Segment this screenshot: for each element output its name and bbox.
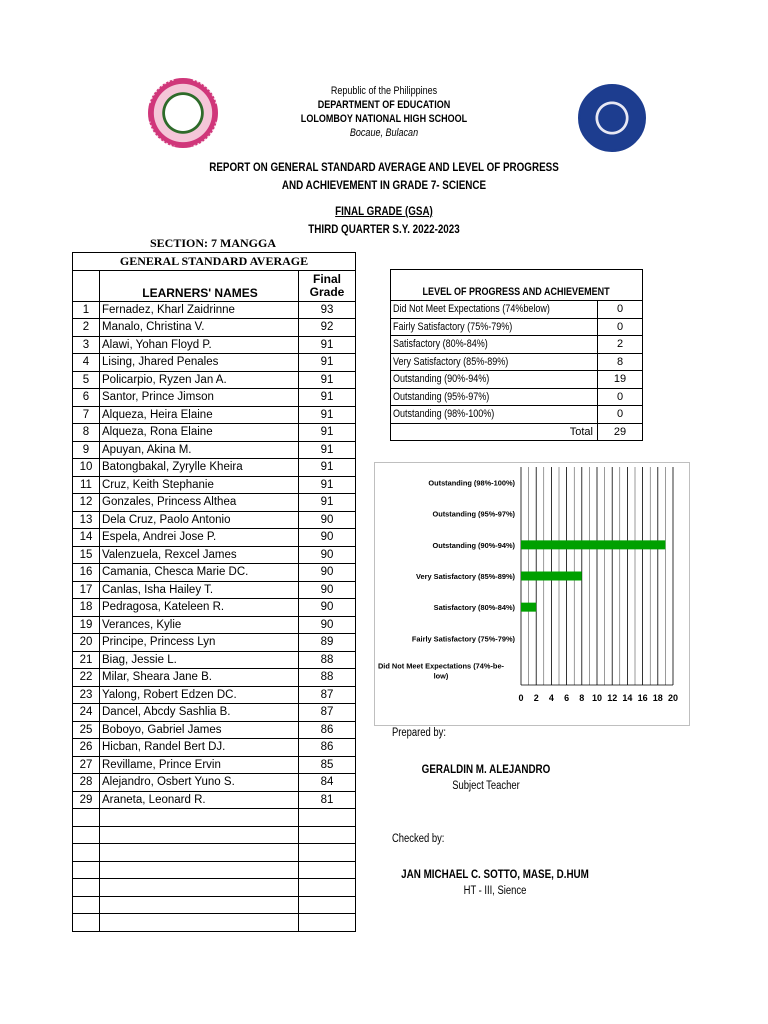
learner-name: Valenzuela, Rexcel James xyxy=(100,546,299,564)
empty-cell xyxy=(73,879,100,897)
row-number: 5 xyxy=(73,371,100,389)
document-header xyxy=(0,84,768,140)
table-row xyxy=(73,371,356,389)
table-row xyxy=(73,721,356,739)
grades-header-row xyxy=(73,270,356,301)
empty-cell xyxy=(299,826,356,844)
learner-name: Cruz, Keith Stephanie xyxy=(100,476,299,494)
bar xyxy=(521,603,536,612)
x-tick-label: 4 xyxy=(548,693,554,703)
x-tick-label: 12 xyxy=(607,693,618,703)
learner-name: Fernadez, Kharl Zaidrinne xyxy=(100,301,299,319)
level-count: 2 xyxy=(598,336,643,354)
preparer-name: GERALDIN M. ALEJANDRO xyxy=(421,762,551,776)
final-grade-label: FINAL GRADE (GSA) xyxy=(335,204,433,218)
final-grade: 81 xyxy=(299,791,356,809)
level-label-text: Fairly Satisfactory (75%-79%) xyxy=(393,320,513,333)
x-tick-label: 8 xyxy=(579,693,585,703)
learner-name: Santor, Prince Jimson xyxy=(100,389,299,407)
level-row xyxy=(391,406,643,424)
table-row xyxy=(73,616,356,634)
table-row xyxy=(73,599,356,617)
row-number: 13 xyxy=(73,511,100,529)
prepared-by-label: Prepared by: xyxy=(392,727,447,739)
table-row xyxy=(73,791,356,809)
report-title-line1: REPORT ON GENERAL STANDARD AVERAGE AND LEVEL OF PROGRESS xyxy=(209,160,559,174)
quarter-label: THIRD QUARTER S.Y. 2022-2023 xyxy=(308,222,460,236)
row-number: 7 xyxy=(73,406,100,424)
final-grade: 93 xyxy=(299,301,356,319)
final-grade: 90 xyxy=(299,511,356,529)
table-row xyxy=(73,669,356,687)
final-grade: 90 xyxy=(299,599,356,617)
chart-canvas xyxy=(375,463,689,725)
category-label: Very Satisfactory (85%-89%) xyxy=(415,572,515,581)
level-label-text: Outstanding (90%-94%) xyxy=(393,373,490,386)
row-number: 27 xyxy=(73,756,100,774)
level-count: 0 xyxy=(598,318,643,336)
section-label: SECTION: 7 MANGGA xyxy=(150,236,277,250)
empty-cell xyxy=(299,914,356,932)
empty-row xyxy=(73,826,356,844)
final-grade-header xyxy=(299,270,356,301)
level-bar-chart xyxy=(374,462,690,726)
learner-name: Batongbakal, Zyrylle Kheira xyxy=(100,459,299,477)
learner-name: Policarpio, Ryzen Jan A. xyxy=(100,371,299,389)
learner-name: Boboyo, Gabriel James xyxy=(100,721,299,739)
empty-cell xyxy=(100,844,299,862)
x-tick-label: 10 xyxy=(591,693,603,703)
school-location: Bocaue, Bulacan xyxy=(349,127,419,139)
row-number: 8 xyxy=(73,424,100,442)
table-row xyxy=(73,564,356,582)
table-row xyxy=(73,424,356,442)
level-count: 0 xyxy=(598,406,643,424)
preparer-title: Subject Teacher xyxy=(452,780,520,792)
row-number: 15 xyxy=(73,546,100,564)
category-label: Did Not Meet Expectations (74%-be-low) xyxy=(377,661,505,681)
final-grade: 88 xyxy=(299,669,356,687)
learner-name: Manalo, Christina V. xyxy=(100,319,299,337)
category-label: Outstanding (95%-97%) xyxy=(432,509,515,519)
row-number: 10 xyxy=(73,459,100,477)
category-label: Outstanding (90%-94%) xyxy=(432,540,515,550)
table-row xyxy=(73,441,356,459)
level-row xyxy=(391,371,643,389)
final-grade: 91 xyxy=(299,406,356,424)
row-number: 28 xyxy=(73,774,100,792)
report-title xyxy=(0,158,768,194)
level-label-text: Did Not Meet Expectations (74%below) xyxy=(393,303,550,316)
learner-name: Espela, Andrei Jose P. xyxy=(100,529,299,547)
learners-names-header: LEARNERS' NAMES xyxy=(100,270,299,301)
learner-name: Dancel, Abcdy Sashlia B. xyxy=(100,704,299,722)
grades-title-row xyxy=(73,253,356,271)
learner-name: Camania, Chesca Marie DC. xyxy=(100,564,299,582)
level-row xyxy=(391,301,643,319)
row-number: 11 xyxy=(73,476,100,494)
x-tick-label: 0 xyxy=(518,693,524,703)
final-grade: 91 xyxy=(299,459,356,477)
level-label xyxy=(391,388,598,406)
final-grade: 87 xyxy=(299,686,356,704)
table-row xyxy=(73,459,356,477)
empty-row xyxy=(73,879,356,897)
category-label: Fairly Satisfactory (75%-79%) xyxy=(411,634,515,644)
learner-name: Hicban, Randel Bert DJ. xyxy=(100,739,299,757)
row-number: 17 xyxy=(73,581,100,599)
level-label xyxy=(391,371,598,389)
x-tick-label: 16 xyxy=(637,693,648,703)
table-row xyxy=(73,389,356,407)
learner-name: Gonzales, Princess Althea xyxy=(100,494,299,512)
row-number: 1 xyxy=(73,301,100,319)
learner-name: Milar, Sheara Jane B. xyxy=(100,669,299,687)
preparer-block xyxy=(386,762,586,792)
empty-cell xyxy=(73,809,100,827)
total-row xyxy=(391,423,643,441)
table-row xyxy=(73,336,356,354)
checker-title: HT - III, Sience xyxy=(463,885,527,897)
table-row xyxy=(73,494,356,512)
learner-name: Verances, Kylie xyxy=(100,616,299,634)
level-count: 0 xyxy=(598,388,643,406)
learner-name: Biag, Jessie L. xyxy=(100,651,299,669)
table-row xyxy=(73,354,356,372)
empty-row xyxy=(73,861,356,879)
final-grade: 88 xyxy=(299,651,356,669)
table-row xyxy=(73,546,356,564)
empty-cell xyxy=(299,844,356,862)
empty-cell xyxy=(73,844,100,862)
table-row xyxy=(73,686,356,704)
level-label-text: Satisfactory (80%-84%) xyxy=(393,338,488,351)
table-row xyxy=(73,476,356,494)
republic-line: Republic of the Philippines xyxy=(330,85,438,97)
row-number: 6 xyxy=(73,389,100,407)
final-grade: 92 xyxy=(299,319,356,337)
levels-title-row xyxy=(391,270,643,301)
final-grade: 90 xyxy=(299,581,356,599)
learner-name: Dela Cruz, Paolo Antonio xyxy=(100,511,299,529)
table-row xyxy=(73,739,356,757)
final-grade: 89 xyxy=(299,634,356,652)
bar xyxy=(521,540,665,549)
level-count: 8 xyxy=(598,353,643,371)
empty-cell xyxy=(100,861,299,879)
category-label: Outstanding (98%-100%) xyxy=(428,478,515,488)
empty-row xyxy=(73,914,356,932)
level-label xyxy=(391,336,598,354)
final-grade: 87 xyxy=(299,704,356,722)
learner-name: Lising, Jhared Penales xyxy=(100,354,299,372)
level-label-text: Very Satisfactory (85%-89%) xyxy=(393,355,509,368)
empty-cell xyxy=(100,826,299,844)
final-grade: 91 xyxy=(299,476,356,494)
empty-cell xyxy=(100,896,299,914)
row-number: 21 xyxy=(73,651,100,669)
table-row xyxy=(73,704,356,722)
row-number: 4 xyxy=(73,354,100,372)
bar xyxy=(521,572,582,581)
checker-name: JAN MICHAEL C. SOTTO, MASE, D.HUM xyxy=(401,867,589,881)
learner-name: Yalong, Robert Edzen DC. xyxy=(100,686,299,704)
row-number: 25 xyxy=(73,721,100,739)
final-grade: 91 xyxy=(299,371,356,389)
row-number: 3 xyxy=(73,336,100,354)
empty-row xyxy=(73,896,356,914)
learner-name: Canlas, Isha Hailey T. xyxy=(100,581,299,599)
x-tick-label: 18 xyxy=(652,693,663,703)
row-number: 26 xyxy=(73,739,100,757)
empty-cell xyxy=(100,914,299,932)
level-label xyxy=(391,318,598,336)
empty-cell xyxy=(100,879,299,897)
level-count: 19 xyxy=(598,371,643,389)
grades-table xyxy=(72,252,356,932)
level-label-text: Outstanding (95%-97%) xyxy=(393,390,490,403)
table-row xyxy=(73,319,356,337)
learner-name: Pedragosa, Kateleen R. xyxy=(100,599,299,617)
row-number: 12 xyxy=(73,494,100,512)
learner-name: Revillame, Prince Ervin xyxy=(100,756,299,774)
learner-name: Principe, Princess Lyn xyxy=(100,634,299,652)
learner-name: Alawi, Yohan Floyd P. xyxy=(100,336,299,354)
row-number: 23 xyxy=(73,686,100,704)
level-label xyxy=(391,406,598,424)
final-grade: 90 xyxy=(299,616,356,634)
final-grade: 86 xyxy=(299,739,356,757)
checked-by-label: Checked by: xyxy=(392,833,445,845)
department-line: DEPARTMENT OF EDUCATION xyxy=(317,99,451,111)
table-row xyxy=(73,651,356,669)
header-number-cell xyxy=(73,270,100,301)
learner-name: Alqueza, Heira Elaine xyxy=(100,406,299,424)
row-number: 9 xyxy=(73,441,100,459)
total-value: 29 xyxy=(598,423,643,441)
row-number: 19 xyxy=(73,616,100,634)
row-number: 20 xyxy=(73,634,100,652)
empty-cell xyxy=(299,879,356,897)
level-row xyxy=(391,388,643,406)
row-number: 16 xyxy=(73,564,100,582)
table-row xyxy=(73,301,356,319)
level-row xyxy=(391,336,643,354)
gsa-title: GENERAL STANDARD AVERAGE xyxy=(73,253,356,271)
category-label: Satisfactory (80%-84%) xyxy=(433,603,515,613)
level-of-progress-table xyxy=(390,269,643,441)
learner-name: Alqueza, Rona Elaine xyxy=(100,424,299,442)
row-number: 14 xyxy=(73,529,100,547)
row-number: 22 xyxy=(73,669,100,687)
empty-cell xyxy=(299,861,356,879)
final-grade: 91 xyxy=(299,424,356,442)
x-tick-label: 14 xyxy=(622,693,633,703)
learner-name: Apuyan, Akina M. xyxy=(100,441,299,459)
final-grade: 90 xyxy=(299,529,356,547)
table-row xyxy=(73,529,356,547)
x-tick-label: 20 xyxy=(667,693,679,703)
report-title-line2: AND ACHIEVEMENT IN GRADE 7- SCIENCE xyxy=(281,178,487,192)
empty-row xyxy=(73,809,356,827)
table-row xyxy=(73,634,356,652)
empty-cell xyxy=(73,826,100,844)
empty-cell xyxy=(73,896,100,914)
x-tick-label: 2 xyxy=(533,693,539,703)
table-row xyxy=(73,581,356,599)
empty-cell xyxy=(299,809,356,827)
final-grade-header-line2: Grade xyxy=(309,284,345,299)
empty-row xyxy=(73,844,356,862)
final-grade: 91 xyxy=(299,441,356,459)
final-grade: 86 xyxy=(299,721,356,739)
final-grade: 90 xyxy=(299,564,356,582)
final-grade: 84 xyxy=(299,774,356,792)
checker-block xyxy=(380,867,610,897)
row-number: 24 xyxy=(73,704,100,722)
level-row xyxy=(391,318,643,336)
level-label-text: Outstanding (98%-100%) xyxy=(393,408,495,421)
empty-cell xyxy=(73,914,100,932)
empty-cell xyxy=(299,896,356,914)
x-tick-label: 6 xyxy=(564,693,570,703)
level-label xyxy=(391,353,598,371)
final-grade: 91 xyxy=(299,389,356,407)
learner-name: Alejandro, Osbert Yuno S. xyxy=(100,774,299,792)
table-row xyxy=(73,511,356,529)
levels-title xyxy=(391,270,643,301)
total-label: Total xyxy=(391,423,598,441)
table-row xyxy=(73,774,356,792)
school-name: LOLOMBOY NATIONAL HIGH SCHOOL xyxy=(300,113,468,125)
row-number: 18 xyxy=(73,599,100,617)
grade-period xyxy=(0,202,768,238)
table-row xyxy=(73,756,356,774)
final-grade-header-line1: Final xyxy=(312,271,341,286)
level-count: 0 xyxy=(598,301,643,319)
final-grade: 85 xyxy=(299,756,356,774)
empty-cell xyxy=(100,809,299,827)
levels-title-text: LEVEL OF PROGRESS AND ACHIEVEMENT xyxy=(422,286,611,298)
level-label xyxy=(391,301,598,319)
final-grade: 91 xyxy=(299,336,356,354)
final-grade: 90 xyxy=(299,546,356,564)
row-number: 2 xyxy=(73,319,100,337)
learner-name: Araneta, Leonard R. xyxy=(100,791,299,809)
final-grade: 91 xyxy=(299,494,356,512)
empty-cell xyxy=(73,861,100,879)
level-row xyxy=(391,353,643,371)
table-row xyxy=(73,406,356,424)
row-number: 29 xyxy=(73,791,100,809)
final-grade: 91 xyxy=(299,354,356,372)
